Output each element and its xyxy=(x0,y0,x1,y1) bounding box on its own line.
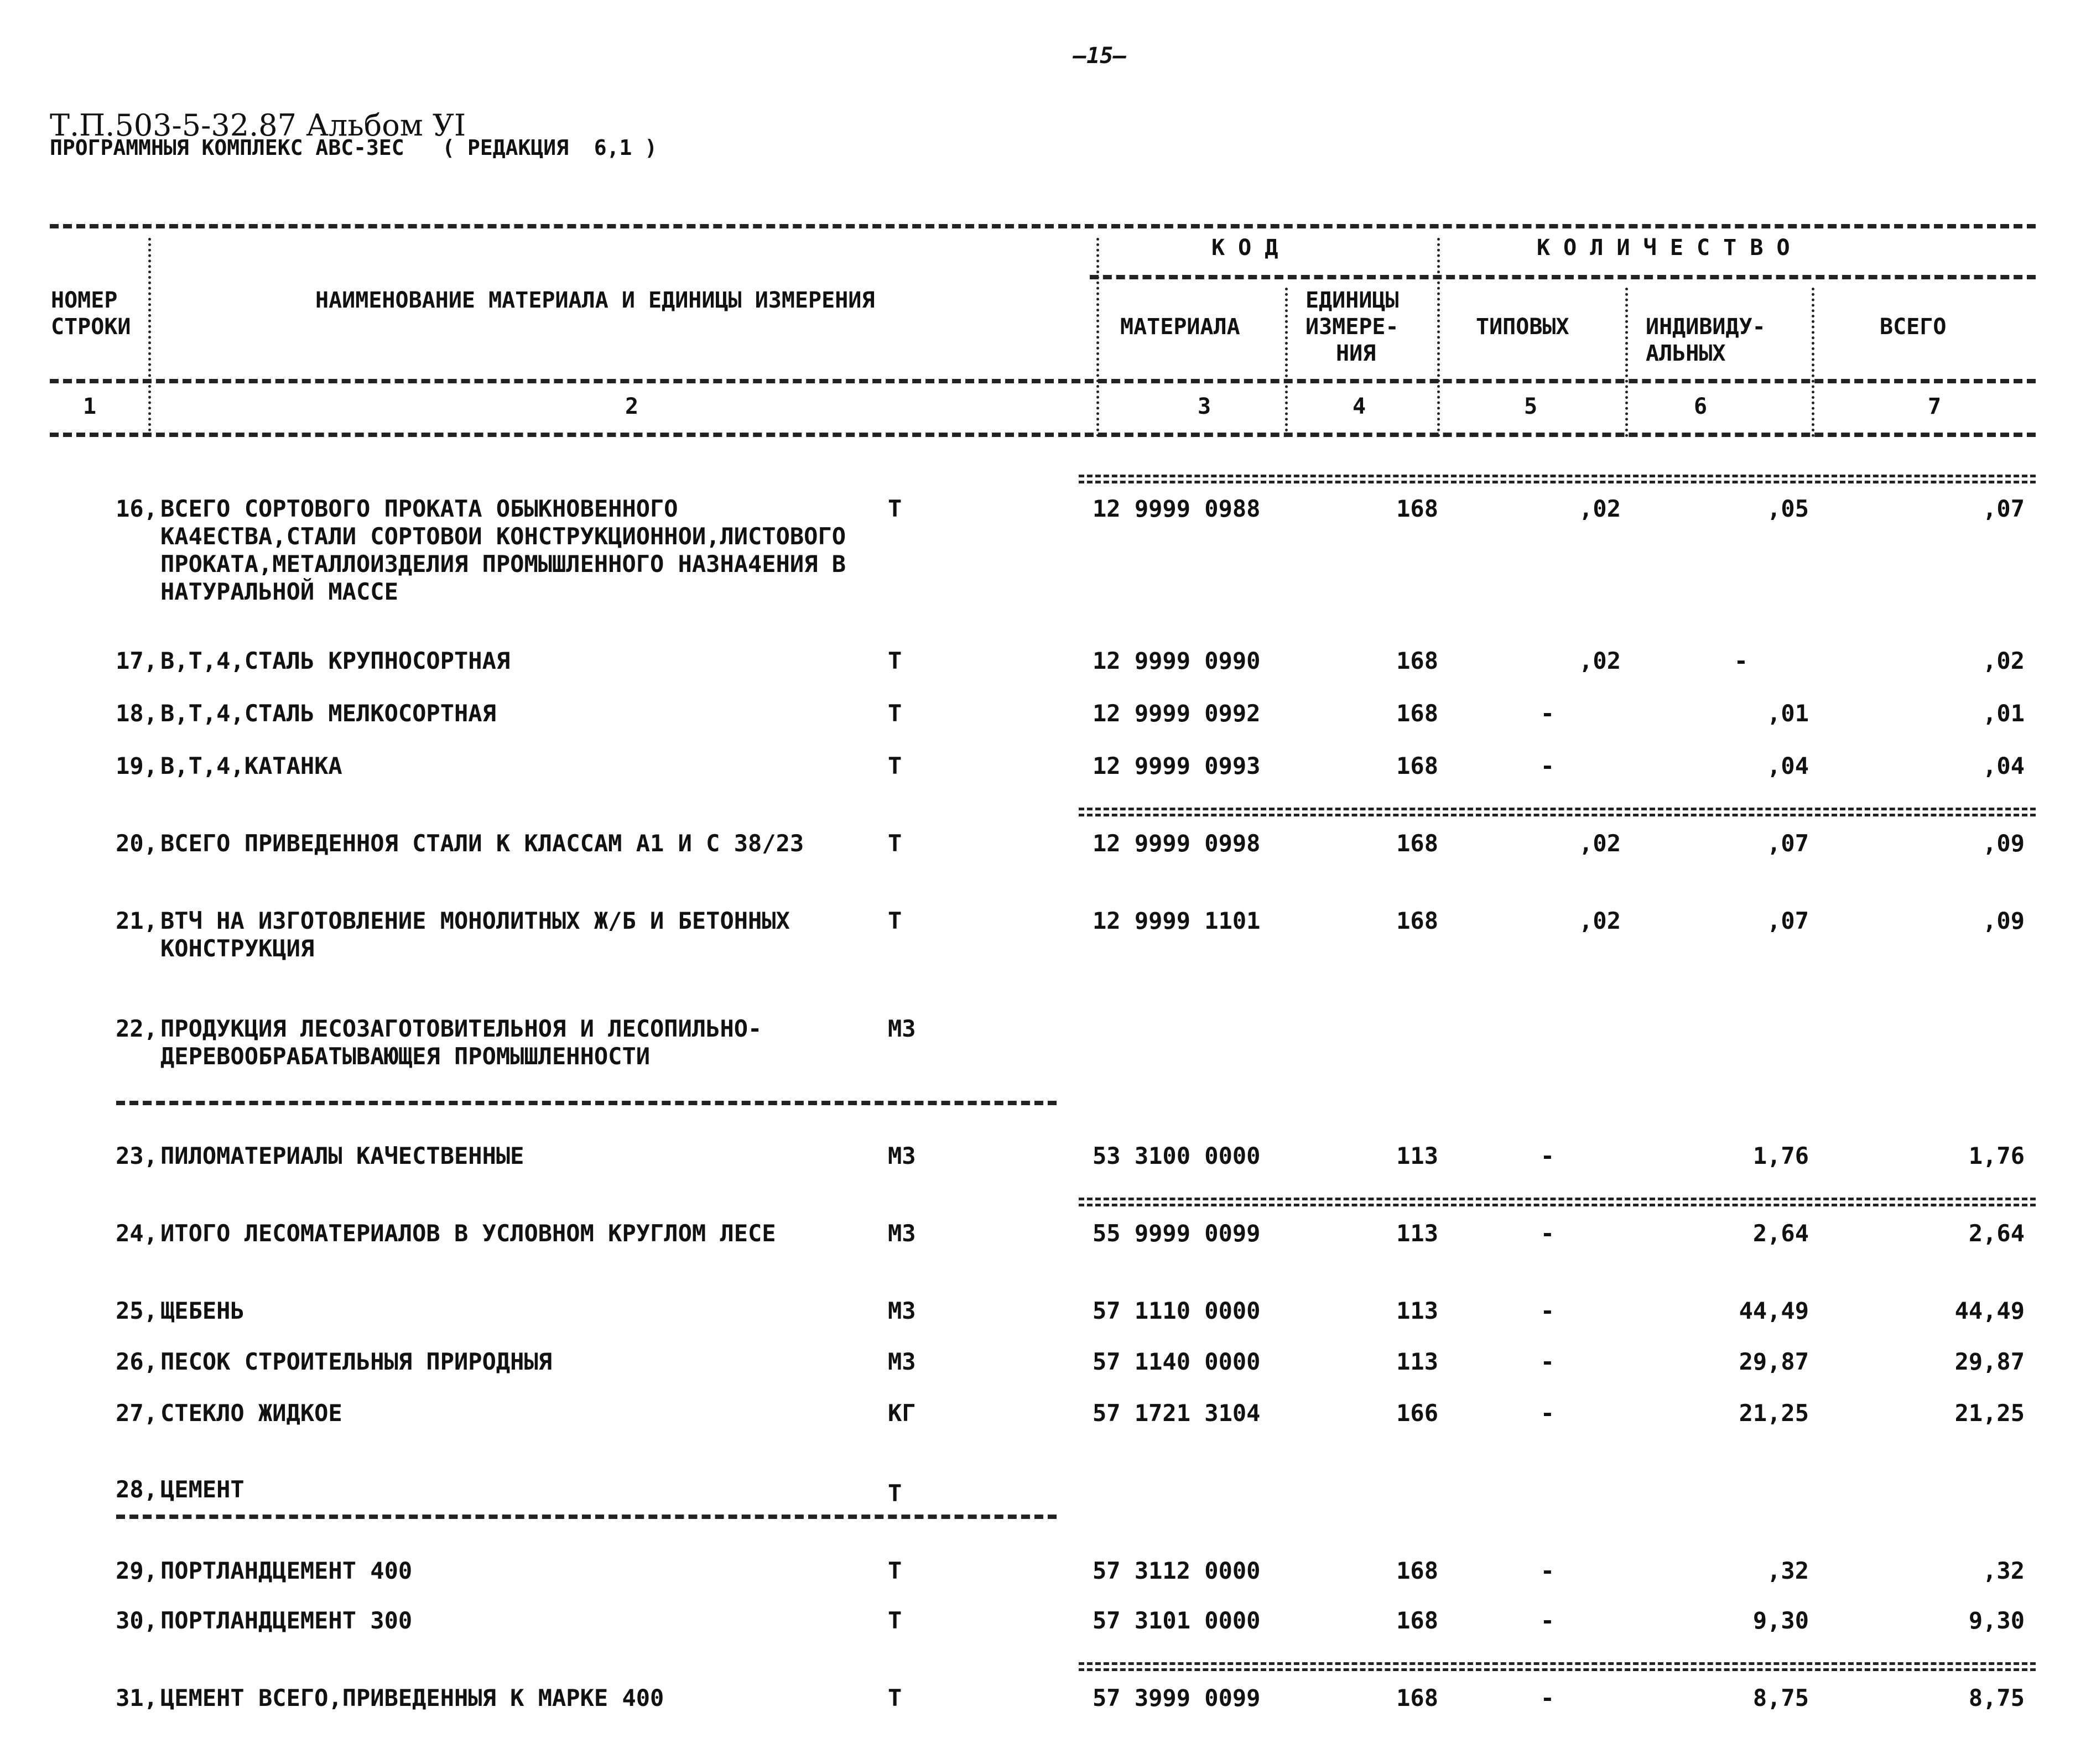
unit: Т xyxy=(888,830,902,857)
unit: КГ xyxy=(888,1399,916,1427)
qty-typical: - xyxy=(1540,1607,1554,1634)
header-separator xyxy=(148,238,151,437)
page-number: —15— xyxy=(1073,43,1127,69)
unit-code: 113 xyxy=(1396,1142,1438,1169)
program-complex-line: ПРОГРАММНЫЯ КОМПЛЕКС АВС-ЗЕС ( РЕДАКЦИЯ 6,1 ) xyxy=(50,136,658,160)
kolichestvo-header: К О Л И Ч Е С Т В О xyxy=(1537,235,1790,261)
material-name: ВСЕГО СОРТОВОГО ПРОКАТА ОБЫКНОВЕННОГО КА4ЕСТВА,СТАЛИ СОРТОВОИ КОНСТРУКЦИОННОИ,ЛИСТОВОГО ПРОКАТА,МЕТАЛЛОИЗДЕЛИЯ ПРОМЫШЛЕННОГО НАЗНА4ЕНИЯ В НАТУРАЛЬНОЙ МАССЕ xyxy=(160,495,846,605)
material-name: ВСЕГО ПРИВЕДЕННОЯ СТАЛИ К КЛАССАМ А1 И С 38/23 xyxy=(160,830,804,857)
row-number: 17, xyxy=(116,647,158,674)
material-code: 57 3999 0099 xyxy=(1093,1684,1261,1711)
col4-header: НИЯ xyxy=(1336,341,1376,366)
material-code: 12 9999 1101 xyxy=(1093,907,1261,934)
unit: М3 xyxy=(888,1220,916,1247)
col3-header: МАТЕРИАЛА xyxy=(1120,314,1240,340)
total-double-rule xyxy=(1079,808,2036,816)
kod-header: К О Д xyxy=(1211,235,1278,261)
material-code: 57 1721 3104 xyxy=(1093,1399,1261,1427)
row-number: 21, xyxy=(116,907,158,934)
material-code: 12 9999 0992 xyxy=(1093,700,1261,727)
qty-typical: - xyxy=(1540,700,1554,727)
qty-typical: - xyxy=(1540,1297,1554,1324)
material-name: ПРОДУКЦИЯ ЛЕСОЗАГОТОВИТЕЛЬНОЯ И ЛЕСОПИЛЬНО-ДЕРЕВООБРАБАТЫВАЮЩЕЯ ПРОМЫШЛЕННОСТИ xyxy=(160,1015,762,1070)
qty-typical: - xyxy=(1540,1142,1554,1169)
row-number: 29, xyxy=(116,1557,158,1584)
unit-code: 113 xyxy=(1396,1220,1438,1247)
qty-typical: - xyxy=(1540,1348,1554,1375)
column-numbers-rule xyxy=(50,433,2036,437)
row-number: 28, xyxy=(116,1476,158,1503)
qty-individual: 1,76 xyxy=(1752,1142,1809,1169)
row-number: 23, xyxy=(116,1142,158,1169)
qty-total: 29,87 xyxy=(1954,1348,2025,1375)
row-number: 22, xyxy=(116,1015,158,1042)
unit: Т xyxy=(888,495,902,522)
material-name: ПИЛОМАТЕРИАЛЫ КАЧЕСТВЕННЫЕ xyxy=(160,1142,524,1169)
column-number: 2 xyxy=(625,394,639,419)
row-number: 20, xyxy=(116,830,158,857)
material-name: ВТЧ НА ИЗГОТОВЛЕНИЕ МОНОЛИТНЫХ Ж/Б И БЕТОННЫХ КОНСТРУКЦИЯ xyxy=(160,907,790,962)
qty-individual: 8,75 xyxy=(1752,1684,1809,1711)
column-number: 3 xyxy=(1198,394,1211,419)
qty-typical: - xyxy=(1540,1399,1554,1427)
unit: М3 xyxy=(888,1015,916,1042)
kod-rule xyxy=(1090,275,2036,279)
qty-typical: - xyxy=(1540,1220,1554,1247)
row-number: 24, xyxy=(116,1220,158,1247)
qty-total: ,04 xyxy=(1983,752,2025,779)
qty-individual: 44,49 xyxy=(1739,1297,1809,1324)
unit: Т xyxy=(888,1607,902,1634)
material-name: В,Т,4,СТАЛЬ КРУПНОСОРТНАЯ xyxy=(160,647,511,674)
total-double-rule xyxy=(1079,1198,2036,1206)
qty-typical: ,02 xyxy=(1579,830,1621,857)
table-top-rule xyxy=(50,224,2036,228)
qty-individual: ,32 xyxy=(1767,1557,1809,1584)
material-code: 12 9999 0998 xyxy=(1093,830,1261,857)
qty-total: ,09 xyxy=(1983,907,2025,934)
unit: Т xyxy=(888,1557,902,1584)
material-code: 12 9999 0990 xyxy=(1093,647,1261,674)
col6-header: АЛЬНЫХ xyxy=(1646,341,1726,366)
header-separator xyxy=(1285,288,1288,437)
qty-total: 44,49 xyxy=(1954,1297,2025,1324)
qty-total: 2,64 xyxy=(1968,1220,2025,1247)
qty-total: 21,25 xyxy=(1954,1399,2025,1427)
column-number: 6 xyxy=(1694,394,1708,419)
col2-header: НАИМЕНОВАНИЕ МАТЕРИАЛА И ЕДИНИЦЫ ИЗМЕРЕНИЯ xyxy=(315,288,875,313)
material-name: СТЕКЛО ЖИДКОЕ xyxy=(160,1399,342,1427)
material-name: ИТОГО ЛЕСОМАТЕРИАЛОВ В УСЛОВНОМ КРУГЛОМ ЛЕСЕ xyxy=(160,1220,776,1247)
header-separator xyxy=(1625,288,1628,437)
row-number: 26, xyxy=(116,1348,158,1375)
col7-header: ВСЕГО xyxy=(1880,314,1947,340)
row-number: 19, xyxy=(116,752,158,779)
qty-individual: 9,30 xyxy=(1752,1607,1809,1634)
column-number: 4 xyxy=(1353,394,1366,419)
unit-code: 168 xyxy=(1396,907,1438,934)
qty-individual: 29,87 xyxy=(1739,1348,1809,1375)
qty-total: 8,75 xyxy=(1968,1684,2025,1711)
qty-typical: - xyxy=(1540,1557,1554,1584)
unit: Т xyxy=(888,907,902,934)
unit-code: 168 xyxy=(1396,752,1438,779)
unit-code: 113 xyxy=(1396,1348,1438,1375)
unit: М3 xyxy=(888,1348,916,1375)
document-title: Т.П.503-5-32.87 Альбом УI xyxy=(50,108,466,143)
material-code: 57 1110 0000 xyxy=(1093,1297,1261,1324)
qty-individual: - xyxy=(1734,647,1748,674)
col1-header: СТРОКИ xyxy=(51,314,131,340)
row-number: 31, xyxy=(116,1684,158,1711)
unit-code: 168 xyxy=(1396,647,1438,674)
material-code: 12 9999 0993 xyxy=(1093,752,1261,779)
header-bottom-rule xyxy=(50,379,2036,383)
material-code: 55 9999 0099 xyxy=(1093,1220,1261,1247)
unit: Т xyxy=(888,1684,902,1711)
qty-individual: ,01 xyxy=(1767,700,1809,727)
row-number: 18, xyxy=(116,700,158,727)
col4-header: ИЗМЕРЕ- xyxy=(1305,314,1399,340)
unit-code: 168 xyxy=(1396,1557,1438,1584)
unit-code: 168 xyxy=(1396,1684,1438,1711)
material-name: ПОРТЛАНДЦЕМЕНТ 300 xyxy=(160,1607,413,1634)
qty-individual: ,05 xyxy=(1767,495,1809,522)
column-number: 7 xyxy=(1928,394,1942,419)
unit-code: 168 xyxy=(1396,700,1438,727)
col5-header: ТИПОВЫХ xyxy=(1476,314,1569,340)
qty-total: ,07 xyxy=(1983,495,2025,522)
total-double-rule xyxy=(1079,1662,2036,1671)
unit: М3 xyxy=(888,1297,916,1324)
qty-total: 9,30 xyxy=(1968,1607,2025,1634)
material-code: 12 9999 0988 xyxy=(1093,495,1261,522)
qty-individual: ,07 xyxy=(1767,830,1809,857)
qty-total: ,02 xyxy=(1983,647,2025,674)
material-code: 57 1140 0000 xyxy=(1093,1348,1261,1375)
qty-typical: ,02 xyxy=(1579,647,1621,674)
material-name: В,Т,4,СТАЛЬ МЕЛКОСОРТНАЯ xyxy=(160,700,496,727)
qty-total: ,32 xyxy=(1983,1557,2025,1584)
header-separator xyxy=(1096,238,1099,437)
col1-header: НОМЕР xyxy=(51,288,118,313)
material-code: 57 3112 0000 xyxy=(1093,1557,1261,1584)
col6-header: ИНДИВИДУ- xyxy=(1646,314,1766,340)
group-rule xyxy=(116,1101,1057,1105)
header-separator xyxy=(1812,288,1814,437)
row-number: 30, xyxy=(116,1607,158,1634)
unit-code: 168 xyxy=(1396,830,1438,857)
material-name: ПОРТЛАНДЦЕМЕНТ 400 xyxy=(160,1557,413,1584)
row-number: 16, xyxy=(116,495,158,522)
qty-individual: ,04 xyxy=(1767,752,1809,779)
column-number: 5 xyxy=(1524,394,1538,419)
total-double-rule xyxy=(1079,475,2036,483)
material-code: 53 3100 0000 xyxy=(1093,1142,1261,1169)
qty-typical: - xyxy=(1540,752,1554,779)
qty-total: ,09 xyxy=(1983,830,2025,857)
material-name: ЦЕМЕНТ ВСЕГО,ПРИВЕДЕННЫЯ К МАРКЕ 400 xyxy=(160,1684,664,1711)
column-number: 1 xyxy=(83,394,97,419)
material-name: ЩЕБЕНЬ xyxy=(160,1297,245,1324)
qty-total: ,01 xyxy=(1983,700,2025,727)
unit-code: 168 xyxy=(1396,495,1438,522)
unit: Т xyxy=(888,752,902,779)
qty-individual: 2,64 xyxy=(1752,1220,1809,1247)
material-name: ЦЕМЕНТ xyxy=(160,1476,245,1503)
unit: Т xyxy=(888,1480,902,1507)
unit: Т xyxy=(888,647,902,674)
col4-header: ЕДИНИЦЫ xyxy=(1305,288,1399,313)
unit: М3 xyxy=(888,1142,916,1169)
qty-typical: ,02 xyxy=(1579,495,1621,522)
qty-individual: 21,25 xyxy=(1739,1399,1809,1427)
material-name: ПЕСОК СТРОИТЕЛЬНЫЯ ПРИРОДНЫЯ xyxy=(160,1348,553,1375)
unit-code: 113 xyxy=(1396,1297,1438,1324)
material-name: В,Т,4,КАТАНКА xyxy=(160,752,342,779)
row-number: 27, xyxy=(116,1399,158,1427)
header-separator xyxy=(1437,238,1440,437)
qty-typical: - xyxy=(1540,1684,1554,1711)
unit-code: 168 xyxy=(1396,1607,1438,1634)
qty-individual: ,07 xyxy=(1767,907,1809,934)
unit: Т xyxy=(888,700,902,727)
group-rule xyxy=(116,1515,1057,1519)
unit-code: 166 xyxy=(1396,1399,1438,1427)
qty-typical: ,02 xyxy=(1579,907,1621,934)
qty-total: 1,76 xyxy=(1968,1142,2025,1169)
row-number: 25, xyxy=(116,1297,158,1324)
material-code: 57 3101 0000 xyxy=(1093,1607,1261,1634)
